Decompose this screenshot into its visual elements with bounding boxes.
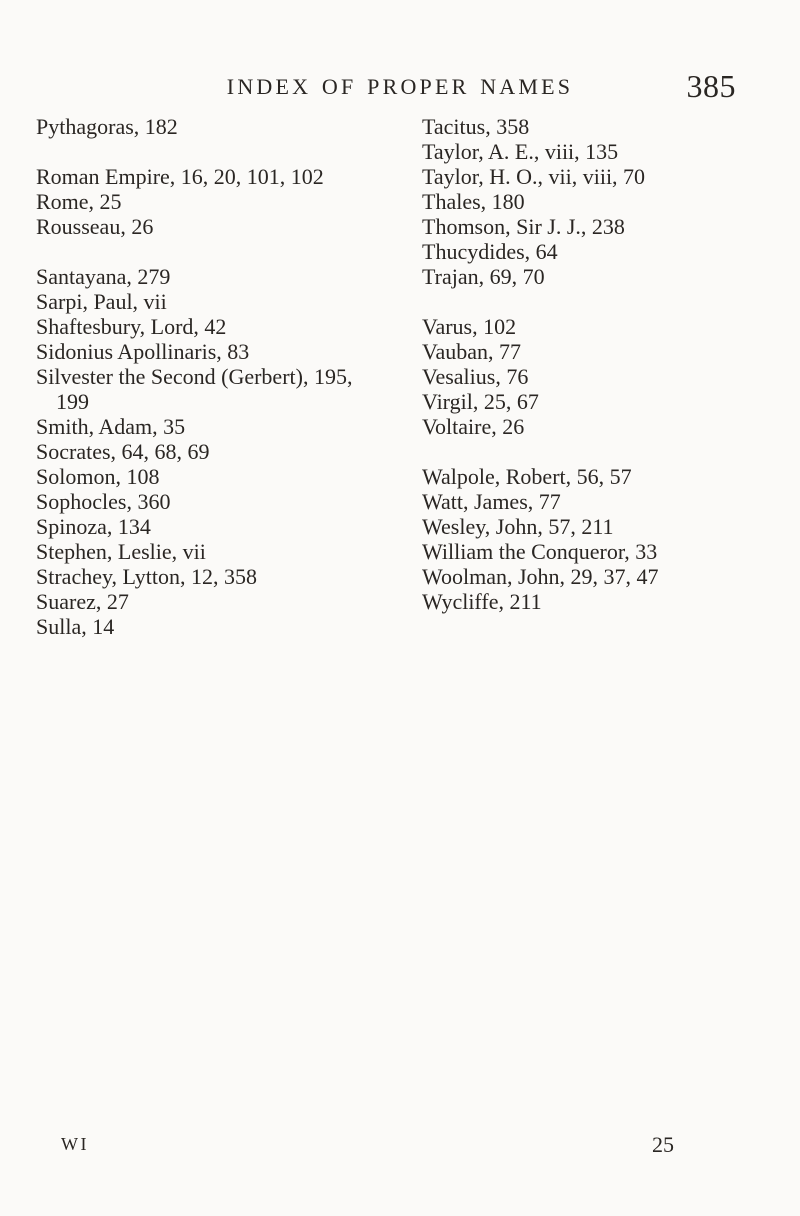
index-entry: Sarpi, Paul, vii	[36, 289, 167, 314]
index-entry: Santayana, 279	[36, 264, 171, 289]
index-entry: Roman Empire, 16, 20, 101, 102	[36, 164, 324, 189]
gathering-number: 25	[652, 1132, 674, 1157]
index-entry: Thomson, Sir J. J., 238	[422, 214, 625, 239]
index-entry: Sulla, 14	[36, 614, 115, 639]
index-entry: Trajan, 69, 70	[422, 264, 545, 289]
index-entry: Stephen, Leslie, vii	[36, 539, 206, 564]
index-entry: Silvester the Second (Gerbert), 195, 199	[36, 364, 353, 414]
running-head	[0, 68, 800, 112]
index-entry: Socrates, 64, 68, 69	[36, 439, 210, 464]
index-entry: Rousseau, 26	[36, 214, 154, 239]
page-title: INDEX OF PROPER NAMES	[226, 74, 574, 99]
index-entry: Shaftesbury, Lord, 42	[36, 314, 227, 339]
page-number: 385	[686, 68, 736, 104]
index-entry: Suarez, 27	[36, 589, 129, 614]
index-entry: Virgil, 25, 67	[422, 389, 539, 414]
index-entry: Rome, 25	[36, 189, 122, 214]
index-column-right	[422, 114, 762, 614]
printer-signature-mark: WI	[61, 1134, 89, 1154]
index-entry: Taylor, A. E., viii, 135	[422, 139, 619, 164]
index-entry: Tacitus, 358	[422, 114, 530, 139]
index-entry: Smith, Adam, 35	[36, 414, 186, 439]
index-entry: Voltaire, 26	[422, 414, 525, 439]
index-entry: Sophocles, 360	[36, 489, 171, 514]
index-column-left	[36, 114, 376, 639]
index-entry: Sidonius Apollinaris, 83	[36, 339, 250, 364]
index-entry: Pythagoras, 182	[36, 114, 178, 139]
index-entry: Spinoza, 134	[36, 514, 151, 539]
index-entry: Watt, James, 77	[422, 489, 561, 514]
index-entry: Vesalius, 76	[422, 364, 529, 389]
index-entry: Strachey, Lytton, 12, 358	[36, 564, 257, 589]
index-entry: Taylor, H. O., vii, viii, 70	[422, 164, 646, 189]
index-entry: Solomon, 108	[36, 464, 160, 489]
index-entry: Walpole, Robert, 56, 57	[422, 464, 632, 489]
index-entry: Thucydides, 64	[422, 239, 558, 264]
index-entry: Wycliffe, 211	[422, 589, 542, 614]
index-entry: William the Conqueror, 33	[422, 539, 658, 564]
index-entry: Woolman, John, 29, 37, 47	[422, 564, 659, 589]
index-entry: Vauban, 77	[422, 339, 521, 364]
index-entry: Wesley, John, 57, 211	[422, 514, 614, 539]
index-entry: Varus, 102	[422, 314, 517, 339]
index-entry: Thales, 180	[422, 189, 525, 214]
